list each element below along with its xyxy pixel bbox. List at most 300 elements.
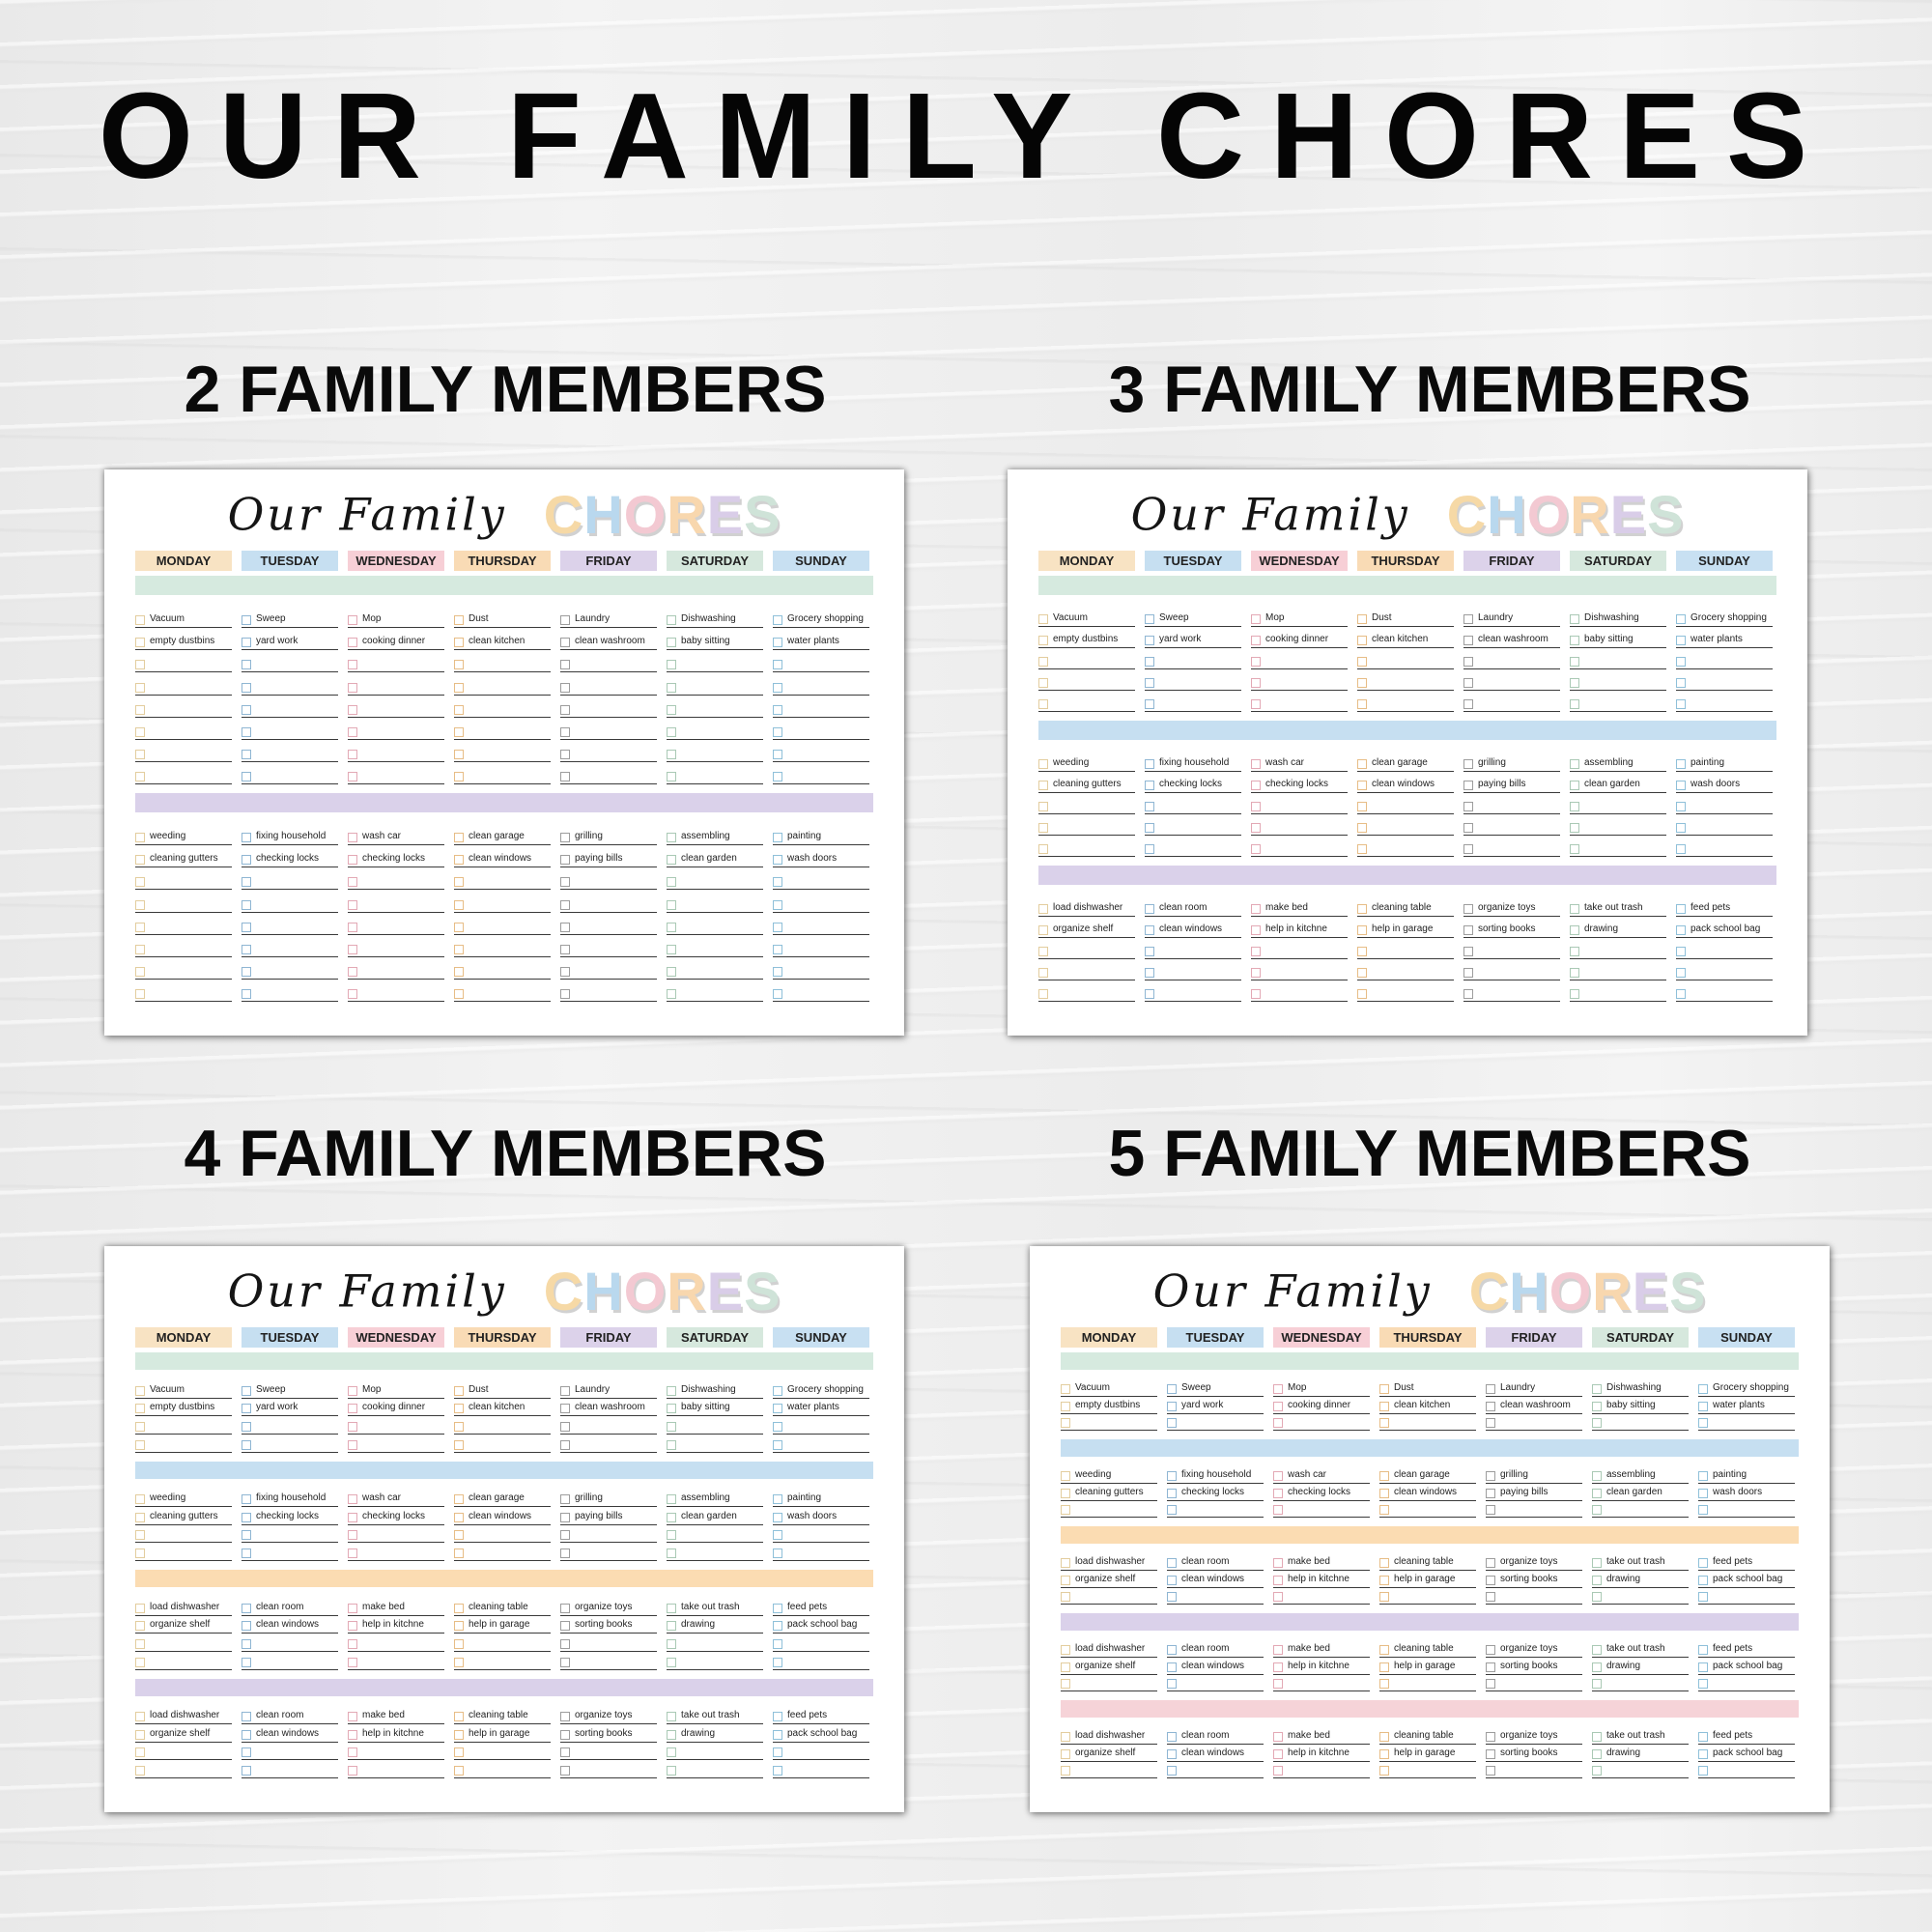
chore-checkbox[interactable]: [1486, 1418, 1495, 1428]
chore-checkbox[interactable]: [242, 660, 251, 669]
chore-checkbox[interactable]: [560, 967, 570, 977]
chore-checkbox[interactable]: [348, 1604, 357, 1613]
chore-checkbox[interactable]: [1145, 781, 1154, 790]
chore-checkbox[interactable]: [1061, 1592, 1070, 1602]
chore-checkbox[interactable]: [1463, 947, 1473, 956]
chore-checkbox[interactable]: [1379, 1402, 1389, 1411]
chore-checkbox[interactable]: [135, 615, 145, 625]
chore-checkbox[interactable]: [1145, 823, 1154, 833]
chore-checkbox[interactable]: [135, 1730, 145, 1740]
chore-checkbox[interactable]: [135, 660, 145, 669]
chore-checkbox[interactable]: [773, 615, 782, 625]
chore-checkbox[interactable]: [348, 989, 357, 999]
chore-checkbox[interactable]: [667, 833, 676, 842]
chore-checkbox[interactable]: [348, 945, 357, 954]
chore-checkbox[interactable]: [1463, 989, 1473, 999]
chore-checkbox[interactable]: [348, 923, 357, 932]
chore-checkbox[interactable]: [1676, 759, 1686, 769]
chore-checkbox[interactable]: [773, 1766, 782, 1776]
chore-checkbox[interactable]: [1698, 1418, 1708, 1428]
chore-checkbox[interactable]: [773, 750, 782, 759]
chore-checkbox[interactable]: [1463, 968, 1473, 978]
chore-checkbox[interactable]: [454, 1513, 464, 1522]
chore-checkbox[interactable]: [1273, 1489, 1283, 1498]
chore-checkbox[interactable]: [1592, 1592, 1602, 1602]
chore-checkbox[interactable]: [1357, 925, 1367, 935]
chore-checkbox[interactable]: [560, 989, 570, 999]
chore-checkbox[interactable]: [135, 900, 145, 910]
chore-checkbox[interactable]: [1463, 925, 1473, 935]
chore-checkbox[interactable]: [1592, 1645, 1602, 1655]
chore-checkbox[interactable]: [1038, 844, 1048, 854]
chore-checkbox[interactable]: [1061, 1558, 1070, 1568]
chore-checkbox[interactable]: [242, 1386, 251, 1396]
chore-checkbox[interactable]: [454, 705, 464, 715]
chore-checkbox[interactable]: [667, 1730, 676, 1740]
chore-checkbox[interactable]: [242, 1404, 251, 1413]
chore-checkbox[interactable]: [1145, 636, 1154, 645]
chore-checkbox[interactable]: [773, 660, 782, 669]
chore-checkbox[interactable]: [1592, 1732, 1602, 1742]
chore-checkbox[interactable]: [1592, 1766, 1602, 1776]
chore-checkbox[interactable]: [667, 989, 676, 999]
chore-checkbox[interactable]: [348, 967, 357, 977]
chore-checkbox[interactable]: [1570, 989, 1579, 999]
chore-checkbox[interactable]: [1167, 1402, 1177, 1411]
chore-checkbox[interactable]: [1676, 678, 1686, 688]
chore-checkbox[interactable]: [454, 1730, 464, 1740]
chore-checkbox[interactable]: [1273, 1471, 1283, 1481]
chore-checkbox[interactable]: [1592, 1489, 1602, 1498]
chore-checkbox[interactable]: [454, 1404, 464, 1413]
chore-checkbox[interactable]: [1379, 1749, 1389, 1759]
chore-checkbox[interactable]: [560, 772, 570, 781]
chore-checkbox[interactable]: [1463, 657, 1473, 667]
chore-checkbox[interactable]: [454, 877, 464, 887]
chore-checkbox[interactable]: [1357, 699, 1367, 709]
chore-checkbox[interactable]: [348, 855, 357, 865]
chore-checkbox[interactable]: [1251, 947, 1261, 956]
chore-checkbox[interactable]: [1357, 614, 1367, 624]
chore-checkbox[interactable]: [1698, 1592, 1708, 1602]
chore-checkbox[interactable]: [1570, 925, 1579, 935]
chore-checkbox[interactable]: [1167, 1645, 1177, 1655]
chore-checkbox[interactable]: [135, 1548, 145, 1558]
chore-checkbox[interactable]: [242, 945, 251, 954]
chore-checkbox[interactable]: [242, 877, 251, 887]
chore-checkbox[interactable]: [773, 1747, 782, 1757]
chore-checkbox[interactable]: [773, 1404, 782, 1413]
chore-checkbox[interactable]: [1251, 844, 1261, 854]
chore-checkbox[interactable]: [1676, 989, 1686, 999]
chore-checkbox[interactable]: [1486, 1592, 1495, 1602]
chore-checkbox[interactable]: [242, 1422, 251, 1432]
chore-checkbox[interactable]: [242, 967, 251, 977]
chore-checkbox[interactable]: [348, 1747, 357, 1757]
chore-checkbox[interactable]: [667, 705, 676, 715]
chore-checkbox[interactable]: [1698, 1645, 1708, 1655]
chore-checkbox[interactable]: [1676, 947, 1686, 956]
chore-checkbox[interactable]: [667, 660, 676, 669]
chore-checkbox[interactable]: [135, 989, 145, 999]
chore-checkbox[interactable]: [773, 877, 782, 887]
chore-checkbox[interactable]: [135, 1440, 145, 1450]
chore-checkbox[interactable]: [667, 1621, 676, 1631]
chore-checkbox[interactable]: [1357, 989, 1367, 999]
chore-checkbox[interactable]: [1145, 657, 1154, 667]
chore-checkbox[interactable]: [1251, 636, 1261, 645]
chore-checkbox[interactable]: [1592, 1505, 1602, 1515]
chore-checkbox[interactable]: [454, 1766, 464, 1776]
chore-checkbox[interactable]: [1273, 1645, 1283, 1655]
chore-checkbox[interactable]: [1357, 947, 1367, 956]
chore-checkbox[interactable]: [1698, 1402, 1708, 1411]
chore-checkbox[interactable]: [454, 967, 464, 977]
chore-checkbox[interactable]: [1251, 823, 1261, 833]
chore-checkbox[interactable]: [1061, 1645, 1070, 1655]
chore-checkbox[interactable]: [242, 683, 251, 693]
chore-checkbox[interactable]: [242, 772, 251, 781]
chore-checkbox[interactable]: [773, 1386, 782, 1396]
chore-checkbox[interactable]: [773, 1548, 782, 1558]
chore-checkbox[interactable]: [1486, 1471, 1495, 1481]
chore-checkbox[interactable]: [135, 833, 145, 842]
chore-checkbox[interactable]: [1486, 1679, 1495, 1689]
chore-checkbox[interactable]: [135, 967, 145, 977]
chore-checkbox[interactable]: [1698, 1489, 1708, 1498]
chore-checkbox[interactable]: [135, 1422, 145, 1432]
chore-checkbox[interactable]: [773, 705, 782, 715]
chore-checkbox[interactable]: [1167, 1576, 1177, 1585]
chore-checkbox[interactable]: [454, 1604, 464, 1613]
chore-checkbox[interactable]: [242, 1621, 251, 1631]
chore-checkbox[interactable]: [348, 1440, 357, 1450]
chore-checkbox[interactable]: [1167, 1489, 1177, 1498]
chore-checkbox[interactable]: [454, 615, 464, 625]
chore-checkbox[interactable]: [1038, 925, 1048, 935]
chore-checkbox[interactable]: [1592, 1402, 1602, 1411]
chore-checkbox[interactable]: [135, 1747, 145, 1757]
chore-checkbox[interactable]: [454, 727, 464, 737]
chore-checkbox[interactable]: [667, 855, 676, 865]
chore-checkbox[interactable]: [773, 967, 782, 977]
chore-checkbox[interactable]: [1486, 1645, 1495, 1655]
chore-checkbox[interactable]: [1038, 802, 1048, 811]
chore-checkbox[interactable]: [560, 877, 570, 887]
chore-checkbox[interactable]: [454, 772, 464, 781]
chore-checkbox[interactable]: [1273, 1505, 1283, 1515]
chore-checkbox[interactable]: [1592, 1576, 1602, 1585]
chore-checkbox[interactable]: [560, 1404, 570, 1413]
chore-checkbox[interactable]: [135, 1404, 145, 1413]
chore-checkbox[interactable]: [242, 1548, 251, 1558]
chore-checkbox[interactable]: [1251, 759, 1261, 769]
chore-checkbox[interactable]: [242, 855, 251, 865]
chore-checkbox[interactable]: [1061, 1505, 1070, 1515]
chore-checkbox[interactable]: [1038, 904, 1048, 914]
chore-checkbox[interactable]: [135, 877, 145, 887]
chore-checkbox[interactable]: [1698, 1662, 1708, 1672]
chore-checkbox[interactable]: [773, 1440, 782, 1450]
chore-checkbox[interactable]: [560, 1712, 570, 1721]
chore-checkbox[interactable]: [348, 750, 357, 759]
chore-checkbox[interactable]: [1038, 657, 1048, 667]
chore-checkbox[interactable]: [1273, 1384, 1283, 1394]
chore-checkbox[interactable]: [454, 1548, 464, 1558]
chore-checkbox[interactable]: [560, 750, 570, 759]
chore-checkbox[interactable]: [1592, 1558, 1602, 1568]
chore-checkbox[interactable]: [135, 638, 145, 647]
chore-checkbox[interactable]: [1273, 1749, 1283, 1759]
chore-checkbox[interactable]: [1463, 699, 1473, 709]
chore-checkbox[interactable]: [773, 945, 782, 954]
chore-checkbox[interactable]: [560, 1766, 570, 1776]
chore-checkbox[interactable]: [1145, 925, 1154, 935]
chore-checkbox[interactable]: [135, 1639, 145, 1649]
chore-checkbox[interactable]: [454, 1386, 464, 1396]
chore-checkbox[interactable]: [1273, 1418, 1283, 1428]
chore-checkbox[interactable]: [454, 660, 464, 669]
chore-checkbox[interactable]: [1145, 678, 1154, 688]
chore-checkbox[interactable]: [1061, 1402, 1070, 1411]
chore-checkbox[interactable]: [1273, 1662, 1283, 1672]
chore-checkbox[interactable]: [1592, 1384, 1602, 1394]
chore-checkbox[interactable]: [1167, 1558, 1177, 1568]
chore-checkbox[interactable]: [667, 1548, 676, 1558]
chore-checkbox[interactable]: [1698, 1384, 1708, 1394]
chore-checkbox[interactable]: [1463, 636, 1473, 645]
chore-checkbox[interactable]: [1273, 1592, 1283, 1602]
chore-checkbox[interactable]: [1357, 904, 1367, 914]
chore-checkbox[interactable]: [348, 660, 357, 669]
chore-checkbox[interactable]: [1570, 614, 1579, 624]
chore-checkbox[interactable]: [667, 900, 676, 910]
chore-checkbox[interactable]: [667, 750, 676, 759]
chore-checkbox[interactable]: [1463, 759, 1473, 769]
chore-checkbox[interactable]: [1061, 1662, 1070, 1672]
chore-checkbox[interactable]: [1698, 1576, 1708, 1585]
chore-checkbox[interactable]: [560, 727, 570, 737]
chore-checkbox[interactable]: [1463, 614, 1473, 624]
chore-checkbox[interactable]: [348, 877, 357, 887]
chore-checkbox[interactable]: [560, 1530, 570, 1540]
chore-checkbox[interactable]: [1061, 1576, 1070, 1585]
chore-checkbox[interactable]: [560, 945, 570, 954]
chore-checkbox[interactable]: [348, 683, 357, 693]
chore-checkbox[interactable]: [1463, 844, 1473, 854]
chore-checkbox[interactable]: [1167, 1418, 1177, 1428]
chore-checkbox[interactable]: [560, 1440, 570, 1450]
chore-checkbox[interactable]: [1570, 947, 1579, 956]
chore-checkbox[interactable]: [1486, 1558, 1495, 1568]
chore-checkbox[interactable]: [348, 1712, 357, 1721]
chore-checkbox[interactable]: [242, 923, 251, 932]
chore-checkbox[interactable]: [1379, 1558, 1389, 1568]
chore-checkbox[interactable]: [1463, 823, 1473, 833]
chore-checkbox[interactable]: [560, 900, 570, 910]
chore-checkbox[interactable]: [560, 638, 570, 647]
chore-checkbox[interactable]: [1486, 1402, 1495, 1411]
chore-checkbox[interactable]: [1167, 1662, 1177, 1672]
chore-checkbox[interactable]: [773, 727, 782, 737]
chore-checkbox[interactable]: [1145, 904, 1154, 914]
chore-checkbox[interactable]: [1379, 1489, 1389, 1498]
chore-checkbox[interactable]: [1570, 636, 1579, 645]
chore-checkbox[interactable]: [1379, 1662, 1389, 1672]
chore-checkbox[interactable]: [1463, 802, 1473, 811]
chore-checkbox[interactable]: [135, 1621, 145, 1631]
chore-checkbox[interactable]: [1379, 1592, 1389, 1602]
chore-checkbox[interactable]: [667, 1530, 676, 1540]
chore-checkbox[interactable]: [560, 1548, 570, 1558]
chore-checkbox[interactable]: [667, 1639, 676, 1649]
chore-checkbox[interactable]: [454, 683, 464, 693]
chore-checkbox[interactable]: [1357, 636, 1367, 645]
chore-checkbox[interactable]: [773, 1422, 782, 1432]
chore-checkbox[interactable]: [1145, 947, 1154, 956]
chore-checkbox[interactable]: [773, 855, 782, 865]
chore-checkbox[interactable]: [135, 1712, 145, 1721]
chore-checkbox[interactable]: [1145, 968, 1154, 978]
chore-checkbox[interactable]: [773, 1730, 782, 1740]
chore-checkbox[interactable]: [1061, 1384, 1070, 1394]
chore-checkbox[interactable]: [348, 772, 357, 781]
chore-checkbox[interactable]: [773, 989, 782, 999]
chore-checkbox[interactable]: [1486, 1489, 1495, 1498]
chore-checkbox[interactable]: [1251, 802, 1261, 811]
chore-checkbox[interactable]: [1145, 802, 1154, 811]
chore-checkbox[interactable]: [1357, 678, 1367, 688]
chore-checkbox[interactable]: [1167, 1505, 1177, 1515]
chore-checkbox[interactable]: [1357, 657, 1367, 667]
chore-checkbox[interactable]: [1273, 1766, 1283, 1776]
chore-checkbox[interactable]: [1061, 1418, 1070, 1428]
chore-checkbox[interactable]: [454, 833, 464, 842]
chore-checkbox[interactable]: [1570, 823, 1579, 833]
chore-checkbox[interactable]: [348, 1766, 357, 1776]
chore-checkbox[interactable]: [454, 1494, 464, 1504]
chore-checkbox[interactable]: [667, 1494, 676, 1504]
chore-checkbox[interactable]: [1676, 968, 1686, 978]
chore-checkbox[interactable]: [1273, 1558, 1283, 1568]
chore-checkbox[interactable]: [1676, 904, 1686, 914]
chore-checkbox[interactable]: [1357, 823, 1367, 833]
chore-checkbox[interactable]: [1570, 904, 1579, 914]
chore-checkbox[interactable]: [1379, 1732, 1389, 1742]
chore-checkbox[interactable]: [1676, 657, 1686, 667]
chore-checkbox[interactable]: [135, 1386, 145, 1396]
chore-checkbox[interactable]: [242, 1494, 251, 1504]
chore-checkbox[interactable]: [242, 1766, 251, 1776]
chore-checkbox[interactable]: [454, 750, 464, 759]
chore-checkbox[interactable]: [1570, 802, 1579, 811]
chore-checkbox[interactable]: [348, 1494, 357, 1504]
chore-checkbox[interactable]: [242, 1639, 251, 1649]
chore-checkbox[interactable]: [348, 727, 357, 737]
chore-checkbox[interactable]: [348, 1730, 357, 1740]
chore-checkbox[interactable]: [135, 1766, 145, 1776]
chore-checkbox[interactable]: [667, 1513, 676, 1522]
chore-checkbox[interactable]: [454, 923, 464, 932]
chore-checkbox[interactable]: [1676, 781, 1686, 790]
chore-checkbox[interactable]: [667, 1604, 676, 1613]
chore-checkbox[interactable]: [1486, 1766, 1495, 1776]
chore-checkbox[interactable]: [773, 1494, 782, 1504]
chore-checkbox[interactable]: [1486, 1505, 1495, 1515]
chore-checkbox[interactable]: [560, 1386, 570, 1396]
chore-checkbox[interactable]: [1251, 699, 1261, 709]
chore-checkbox[interactable]: [1145, 989, 1154, 999]
chore-checkbox[interactable]: [1570, 699, 1579, 709]
chore-checkbox[interactable]: [1698, 1505, 1708, 1515]
chore-checkbox[interactable]: [1038, 636, 1048, 645]
chore-checkbox[interactable]: [773, 1530, 782, 1540]
chore-checkbox[interactable]: [348, 1530, 357, 1540]
chore-checkbox[interactable]: [1038, 614, 1048, 624]
chore-checkbox[interactable]: [1061, 1471, 1070, 1481]
chore-checkbox[interactable]: [667, 615, 676, 625]
chore-checkbox[interactable]: [667, 1766, 676, 1776]
chore-checkbox[interactable]: [1463, 781, 1473, 790]
chore-checkbox[interactable]: [1145, 699, 1154, 709]
chore-checkbox[interactable]: [454, 855, 464, 865]
chore-checkbox[interactable]: [454, 900, 464, 910]
chore-checkbox[interactable]: [1379, 1645, 1389, 1655]
chore-checkbox[interactable]: [348, 1548, 357, 1558]
chore-checkbox[interactable]: [1698, 1766, 1708, 1776]
chore-checkbox[interactable]: [773, 1639, 782, 1649]
chore-checkbox[interactable]: [135, 855, 145, 865]
chore-checkbox[interactable]: [1061, 1749, 1070, 1759]
chore-checkbox[interactable]: [560, 1494, 570, 1504]
chore-checkbox[interactable]: [1698, 1679, 1708, 1689]
chore-checkbox[interactable]: [1167, 1766, 1177, 1776]
chore-checkbox[interactable]: [773, 1658, 782, 1667]
chore-checkbox[interactable]: [454, 1530, 464, 1540]
chore-checkbox[interactable]: [348, 615, 357, 625]
chore-checkbox[interactable]: [242, 615, 251, 625]
chore-checkbox[interactable]: [560, 683, 570, 693]
chore-checkbox[interactable]: [135, 727, 145, 737]
chore-checkbox[interactable]: [560, 1422, 570, 1432]
chore-checkbox[interactable]: [1570, 759, 1579, 769]
chore-checkbox[interactable]: [454, 638, 464, 647]
chore-checkbox[interactable]: [242, 989, 251, 999]
chore-checkbox[interactable]: [1273, 1732, 1283, 1742]
chore-checkbox[interactable]: [348, 705, 357, 715]
chore-checkbox[interactable]: [1273, 1679, 1283, 1689]
chore-checkbox[interactable]: [1486, 1662, 1495, 1672]
chore-checkbox[interactable]: [1357, 968, 1367, 978]
chore-checkbox[interactable]: [667, 1422, 676, 1432]
chore-checkbox[interactable]: [1038, 823, 1048, 833]
chore-checkbox[interactable]: [667, 877, 676, 887]
chore-checkbox[interactable]: [1570, 781, 1579, 790]
chore-checkbox[interactable]: [1592, 1749, 1602, 1759]
chore-checkbox[interactable]: [348, 1621, 357, 1631]
chore-checkbox[interactable]: [242, 1440, 251, 1450]
chore-checkbox[interactable]: [454, 945, 464, 954]
chore-checkbox[interactable]: [1038, 678, 1048, 688]
chore-checkbox[interactable]: [242, 1604, 251, 1613]
chore-checkbox[interactable]: [1038, 781, 1048, 790]
chore-checkbox[interactable]: [667, 772, 676, 781]
chore-checkbox[interactable]: [1570, 657, 1579, 667]
chore-checkbox[interactable]: [1379, 1384, 1389, 1394]
chore-checkbox[interactable]: [1698, 1732, 1708, 1742]
chore-checkbox[interactable]: [1038, 759, 1048, 769]
chore-checkbox[interactable]: [135, 1530, 145, 1540]
